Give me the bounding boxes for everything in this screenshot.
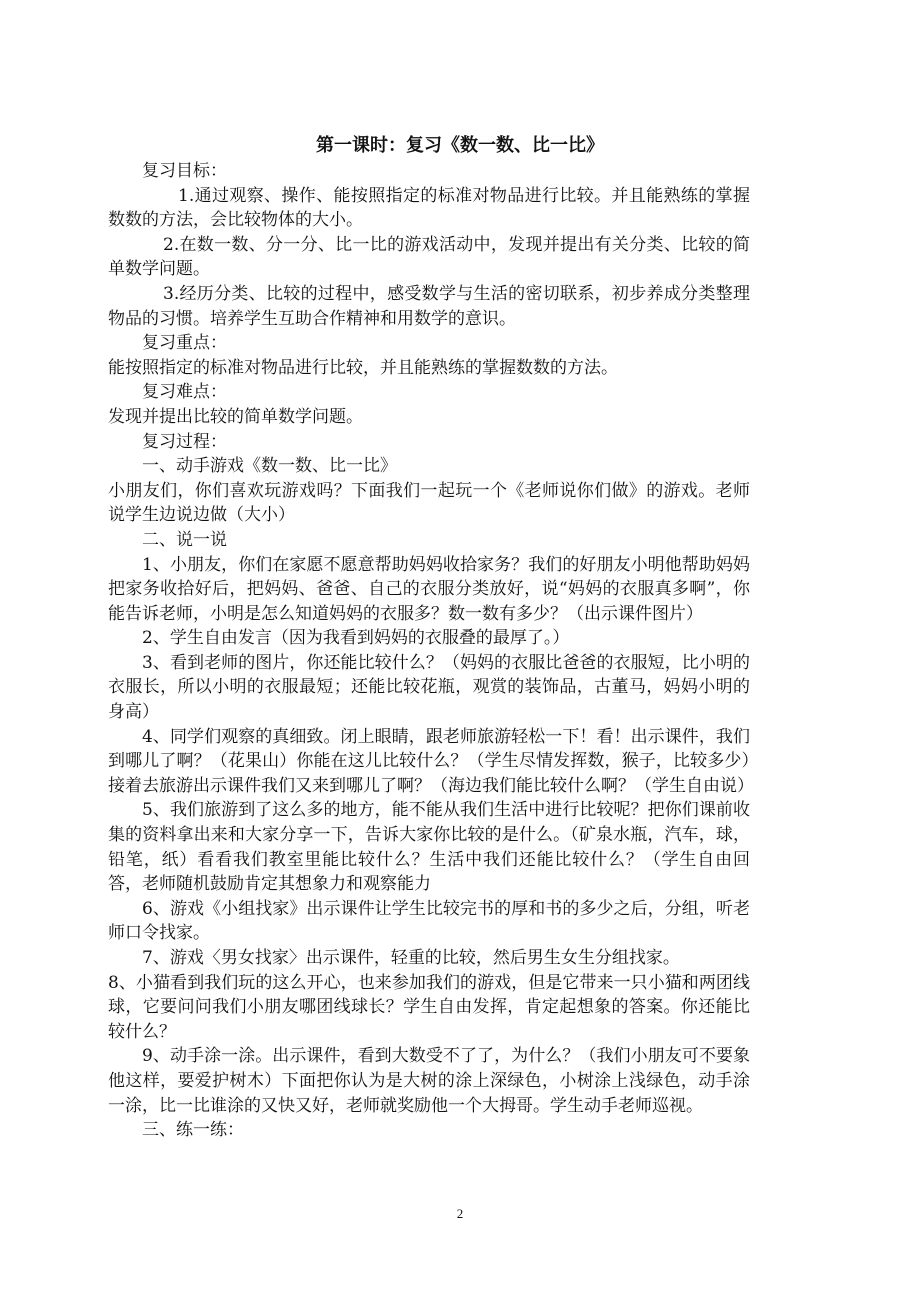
document-body — [108, 159, 754, 1143]
activity-item-5: 5、我们旅游到了这么多的地方，能不能从我们生活中进行比较呢？把你们课前收集的资料拿出来和大家分享一下，告诉大家你比较的是什么。（矿泉水瓶，汽车，球，铅笔，纸）看看我们教室里能比较什么？生活中我们还能比较什么？（学生自由回答，老师随机鼓励肯定其想象力和观察能力 — [108, 800, 750, 895]
process-step-1-heading: 一、动手游戏《数一数、比一比》 — [142, 456, 397, 477]
process-step-2-heading: 二、说一说 — [142, 529, 227, 550]
goal-item-1: 1.通过观察、操作、能按照指定的标准对物品进行比较。并且能熟练的掌握数数的方法，会比较物体的大小。 — [108, 185, 750, 231]
focus-text: 能按照指定的标准对物品进行比较，并且能熟练的掌握数数的方法。 — [108, 357, 618, 378]
section-heading-goals: 复习目标： — [142, 161, 227, 181]
goal-item-3: 3.经历分类、比较的过程中，感受数学与生活的密切联系，初步养成分类整理物品的习惯。培养学生互助合作精神和用数学的意识。 — [108, 283, 750, 329]
activity-item-7: 7、游戏〈男女找家〉出示课件，轻重的比较，然后男生女生分组找家。 — [142, 948, 680, 968]
document-title: 第一课时：复习《数一数、比一比》 — [316, 135, 604, 156]
activity-item-1: 1、小朋友，你们在家愿不愿意帮助妈妈收拾家务？我们的好朋友小明他帮助妈妈把家务收拾好后，把妈妈、爸爸、自己的衣服分类放好，说“妈妈的衣服真多啊”，你能告诉老师，小明是怎么知道妈妈的衣服多？数一数有多少？（出示课件图片） — [108, 554, 750, 624]
section-heading-difficulty: 复习难点： — [142, 382, 227, 403]
process-step-3-heading: 三、练一练： — [142, 1120, 244, 1141]
activity-item-9: 9、动手涂一涂。出示课件，看到大数受不了了，为什么？（我们小朋友可不要象他这样，要爱护树木）下面把你认为是大树的涂上深绿色，小树涂上浅绿色，动手涂一涂，比一比谁涂的又快又好，老师就奖励他一个大拇哥。学生动手老师巡视。 — [108, 1046, 750, 1116]
section-heading-focus: 复习重点： — [142, 333, 227, 354]
activity-item-2: 2、学生自由发言（因为我看到妈妈的衣服叠的最厚了。） — [142, 628, 570, 649]
activity-item-4: 4、同学们观察的真细致。闭上眼睛，跟老师旅游轻松一下！看！出示课件，我们到哪儿了啊？（花果山）你能在这儿比较什么？（学生尽情发挥数，猴子，比较多少）接着去旅游出示课件我们又来到哪儿了啊？（海边我们能比较什么啊？（学生自由说） — [108, 726, 754, 796]
goal-item-2: 2.在数一数、分一分、比一比的游戏活动中，发现并提出有关分类、比较的简单数学问题。 — [108, 234, 750, 280]
activity-item-3: 3、看到老师的图片，你还能比较什么？（妈妈的衣服比爸爸的衣服短，比小明的衣服长，所以小明的衣服最短；还能比较花瓶，观赏的装饰品，古董马，妈妈小明的身高） — [108, 652, 750, 723]
page-number: 2 — [456, 1206, 464, 1221]
process-step-1-text: 小朋友们，你们喜欢玩游戏吗？下面我们一起玩一个《老师说你们做》的游戏。老师说学生边说边做（大小） — [108, 480, 750, 526]
section-heading-process: 复习过程： — [142, 431, 227, 452]
activity-item-8: 8、小猫看到我们玩的这么开心，也来参加我们的游戏，但是它带来一只小猫和两团线球，它要问问我们小朋友哪团线球长？学生自由发挥，肯定起想象的答案。你还能比较什么？ — [108, 972, 750, 1042]
activity-item-6: 6、游戏《小组找家》出示课件让学生比较完书的厚和书的多少之后，分组，听老师口令找家。 — [108, 898, 750, 944]
difficulty-text: 发现并提出比较的简单数学问题。 — [108, 406, 363, 427]
